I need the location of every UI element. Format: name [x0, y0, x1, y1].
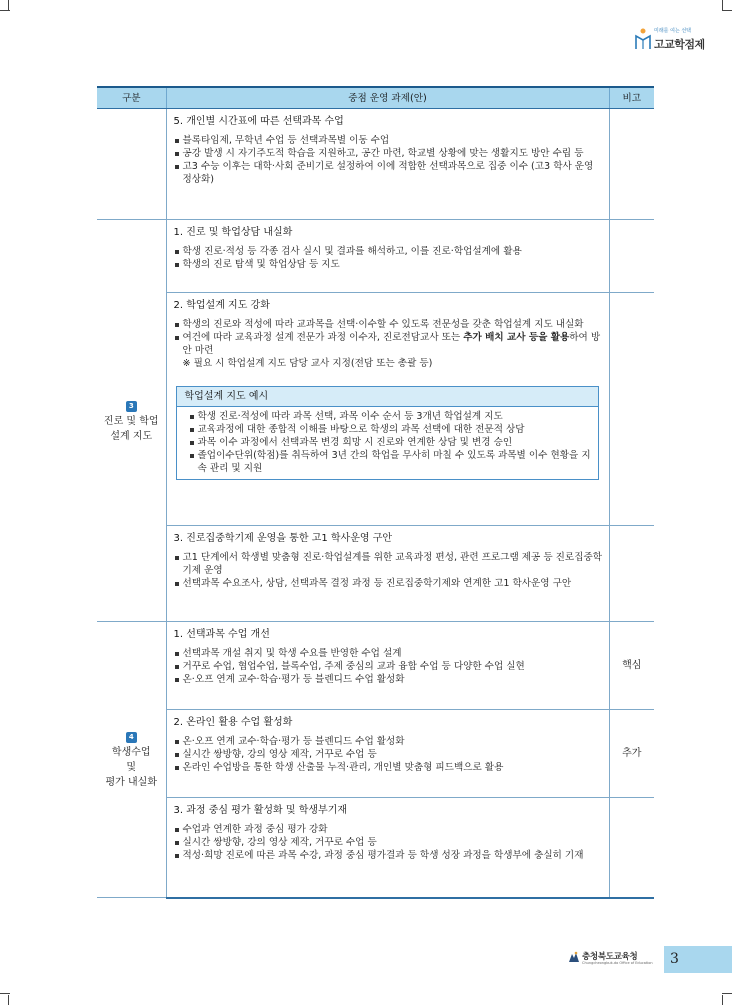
category-cell-3: [97, 220, 166, 622]
list-item: 학생의 진로 탐색 및 학업상담 등 지도: [174, 258, 603, 271]
table-row: [97, 798, 654, 898]
list-item: 고3 수능 이후는 대학·사회 준비기로 설정하여 이에 적합한 선택과목으로 집중 이수 (고3 학사 운영 정상화): [174, 160, 603, 186]
note-cell: [609, 293, 654, 526]
crop-mark: [8, 995, 9, 1005]
category-number-badge: 4: [126, 732, 137, 743]
crop-mark: [722, 995, 723, 1005]
list-item: 거꾸로 수업, 협업수업, 블록수업, 주제 중심의 교과 융합 수업 등 다양한 수업 실현: [174, 660, 603, 673]
task-title: 1. 선택과목 수업 개선: [173, 629, 270, 640]
list-item: 학생 진로·적성에 따라 과목 선택, 과목 이수 순서 등 3개년 학업설계 지도: [189, 410, 592, 423]
table-row: [97, 109, 654, 220]
page-number: 3: [664, 946, 732, 973]
sub-note: ※ 필요 시 학업설계 지도 담당 교사 지정(전담 또는 총괄 등): [182, 358, 433, 369]
table-row: [97, 526, 654, 622]
task-cell: [166, 220, 609, 293]
org-name-en: Chungcheongbuk-do Office of Education: [582, 961, 653, 965]
crop-mark: [722, 10, 732, 11]
category-label-line: 및: [126, 762, 137, 773]
table-row: [97, 622, 654, 710]
header-logo: [632, 25, 705, 55]
list-item: 실시간 쌍방향, 강의 영상 제작, 거꾸로 수업 등: [174, 748, 603, 761]
task-cell: [166, 293, 609, 526]
tasks-table: [97, 86, 654, 899]
list-item: 학생의 진로와 적성에 따라 교과목을 선택·이수할 수 있도록 전문성을 갖춘 학업설계 지도 내실화: [174, 318, 603, 331]
note-cell-added: 추가: [609, 710, 654, 798]
note-cell: [609, 220, 654, 293]
category-label-line: 평가 내실화: [105, 777, 157, 788]
list-item: 고1 단계에서 학생별 맞춤형 진로·학업설계를 위한 교육과정 편성, 관련 프로그램 제공 등 진로집중학기제 운영: [174, 551, 603, 577]
task-title: 3. 과정 중심 평가 활성화 및 학생부기재: [173, 805, 348, 816]
list-item: 적성·희망 진로에 따른 과목 수강, 과정 중심 평가결과 등 학생 성장 과정을 학생부에 충실히 기재: [174, 849, 603, 862]
note-cell-core: 핵심: [609, 622, 654, 710]
crop-mark: [0, 10, 10, 11]
task-cell: [166, 710, 609, 798]
task-title: 1. 진로 및 학업상담 내실화: [173, 227, 293, 238]
table-row: [97, 220, 654, 293]
crop-mark: [722, 993, 732, 994]
logo-title: 고교학점제: [654, 38, 705, 51]
list-item: 온·오프 연계 교수·학습·평가 등 블렌디드 수업 활성화: [174, 673, 603, 686]
example-box-title: 학업설계 지도 예시: [177, 387, 598, 407]
column-header-note: 비고: [609, 87, 654, 109]
emblem-icon: [568, 951, 580, 963]
column-header-category: 구분: [97, 87, 166, 109]
list-item: 온라인 수업방을 통한 학생 산출물 누적·관리, 개인별 맞춤형 피드백으로 활용: [174, 761, 603, 774]
table-header-row: [97, 87, 654, 109]
org-logo: [568, 949, 660, 969]
task-title: 2. 학업설계 지도 강화: [173, 300, 270, 311]
task-cell: [166, 622, 609, 710]
org-name: 충청북도교육청: [582, 952, 638, 962]
crop-mark: [722, 0, 723, 10]
list-item: 블록타임제, 무학년 수업 등 선택과목별 이동 수업: [174, 134, 603, 147]
table-row: [97, 710, 654, 798]
logo-icon: [634, 27, 652, 51]
task-title: 3. 진로집중학기제 운영을 통한 고1 학사운영 구안: [173, 533, 393, 544]
list-item: 온·오프 연계 교수·학습·평가 등 블렌디드 수업 활성화: [174, 735, 603, 748]
example-box: [176, 386, 599, 480]
task-cell: [166, 526, 609, 622]
list-item: 공강 발생 시 자기주도적 학습을 지원하고, 공간 마련, 학교별 상황에 맞는 생활지도 방안 수립 등: [174, 147, 603, 160]
list-item: 선택과목 개설 취지 및 학생 수요를 반영한 수업 설계: [174, 647, 603, 660]
note-cell: [609, 526, 654, 622]
list-item-text: 하여 방안 마련: [182, 332, 601, 356]
note-cell: [609, 798, 654, 898]
category-cell: [97, 109, 166, 220]
list-item: 과목 이수 과정에서 선택과목 변경 희망 시 진로와 연계한 상담 및 변경 승인: [189, 436, 592, 449]
column-header-tasks: 중점 운영 과제(안): [166, 87, 609, 109]
page-footer: [568, 946, 732, 974]
task-title: 5. 개인별 시간표에 따른 선택과목 수업: [173, 116, 344, 127]
crop-mark: [8, 0, 9, 10]
task-cell: [166, 109, 609, 220]
category-label-line: 진로 및 학업: [103, 415, 159, 427]
task-cell: [166, 798, 609, 898]
list-item: 졸업이수단위(학점)를 취득하여 3년 간의 학업을 무사히 마칠 수 있도록 과목별 이수 현황을 지속 관리 및 지원: [189, 449, 592, 475]
category-cell-4: [97, 622, 166, 898]
list-item: 선택과목 수요조사, 상담, 선택과목 결정 과정 등 진로집중학기제와 연계한 고1 학사운영 구안: [174, 577, 603, 590]
note-cell: [609, 109, 654, 220]
category-number-badge: 3: [126, 401, 137, 412]
task-title: 2. 온라인 활용 수업 활성화: [173, 717, 293, 728]
category-label-line: 설계 지도: [110, 430, 153, 442]
list-item: [174, 331, 603, 357]
list-item-text: 여건에 따라 교육과정 설계 전문가 과정 이수자, 진로전담교사 또는: [182, 332, 464, 343]
table-row: [97, 293, 654, 526]
category-label-line: 학생수업: [111, 747, 151, 758]
list-item: 학생 진로·적성 등 각종 검사 실시 및 결과를 해석하고, 이를 진로·학업설계에 활용: [174, 245, 603, 258]
list-item-emphasis: 추가 배치 교사 등을 활용: [463, 332, 570, 343]
list-item: 수업과 연계한 과정 중심 평가 강화: [174, 823, 603, 836]
list-item: 교육과정에 대한 종합적 이해를 바탕으로 학생의 과목 선택에 대한 전문적 상담: [189, 423, 592, 436]
logo-tagline: 미래를 여는 선택: [654, 28, 691, 34]
crop-mark: [0, 993, 10, 994]
list-item: 실시간 쌍방향, 강의 영상 제작, 거꾸로 수업 등: [174, 836, 603, 849]
